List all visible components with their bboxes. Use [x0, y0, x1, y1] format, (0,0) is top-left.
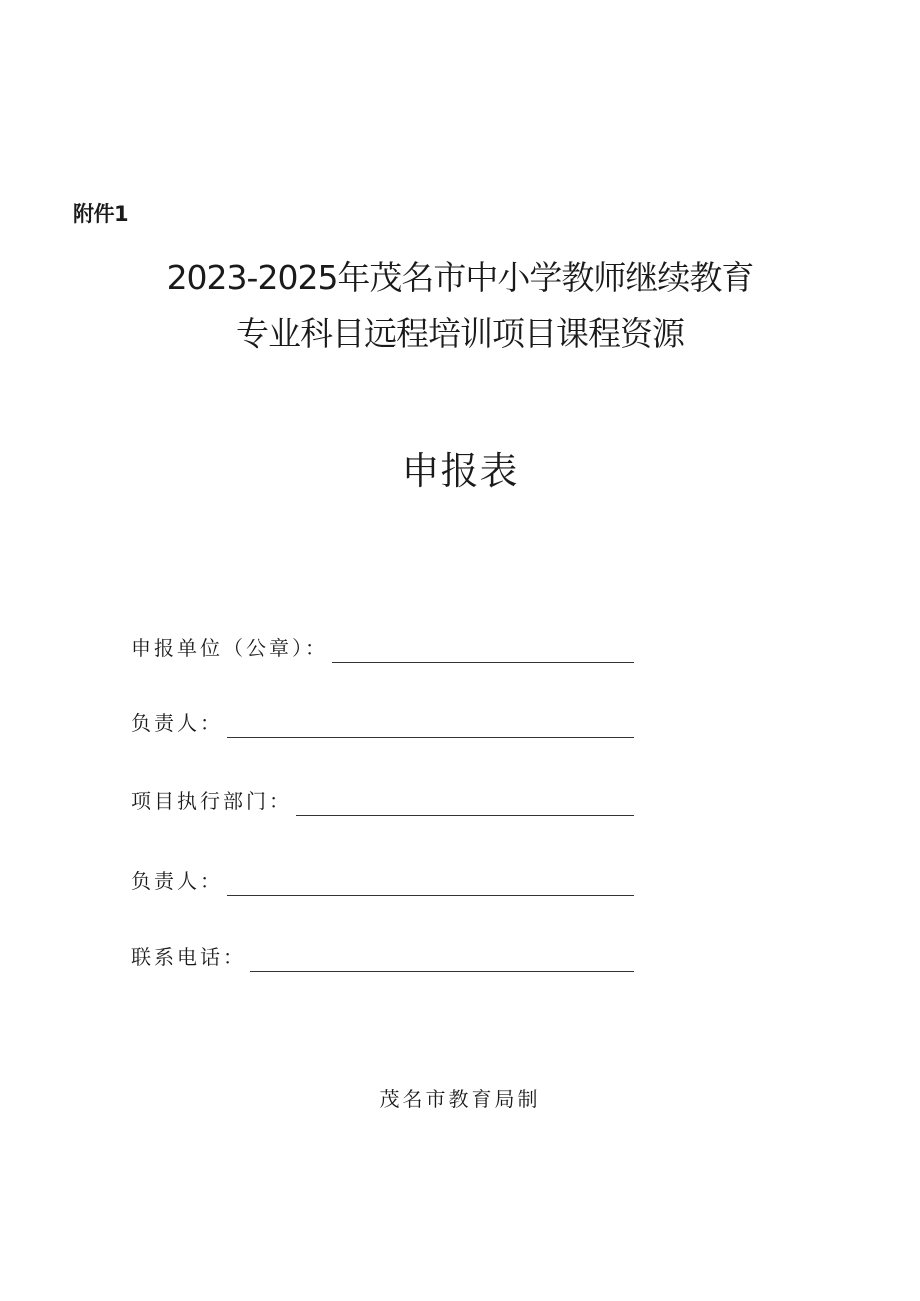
attachment-label: 附件1: [73, 202, 129, 226]
field-department-person-in-charge: [131, 866, 634, 896]
field-label-applicant-unit: 申报单位（公章）：: [131, 636, 328, 660]
field-executing-department: [131, 786, 634, 816]
field-contact-phone: [131, 942, 634, 972]
field-applicant-unit: [131, 633, 634, 663]
field-line-department-person-in-charge[interactable]: [227, 873, 634, 896]
field-label-department-person-in-charge: 负责人：: [131, 869, 223, 893]
field-line-contact-phone[interactable]: [250, 949, 634, 972]
document-title-line-1: 2023-2025年茂名市中小学教师继续教育: [166, 258, 754, 297]
field-label-executing-department: 项目执行部门：: [131, 789, 292, 813]
field-label-person-in-charge: 负责人：: [131, 711, 223, 735]
issuer-footer: 茂名市教育局制: [379, 1087, 541, 1111]
field-line-person-in-charge[interactable]: [227, 715, 634, 738]
field-line-executing-department[interactable]: [296, 793, 634, 816]
document-title-line-2: 专业科目远程培训项目课程资源: [236, 314, 684, 353]
field-label-contact-phone: 联系电话：: [131, 945, 246, 969]
field-person-in-charge: [131, 708, 634, 738]
form-title: 申报表: [401, 449, 519, 493]
field-line-applicant-unit[interactable]: [332, 640, 634, 663]
